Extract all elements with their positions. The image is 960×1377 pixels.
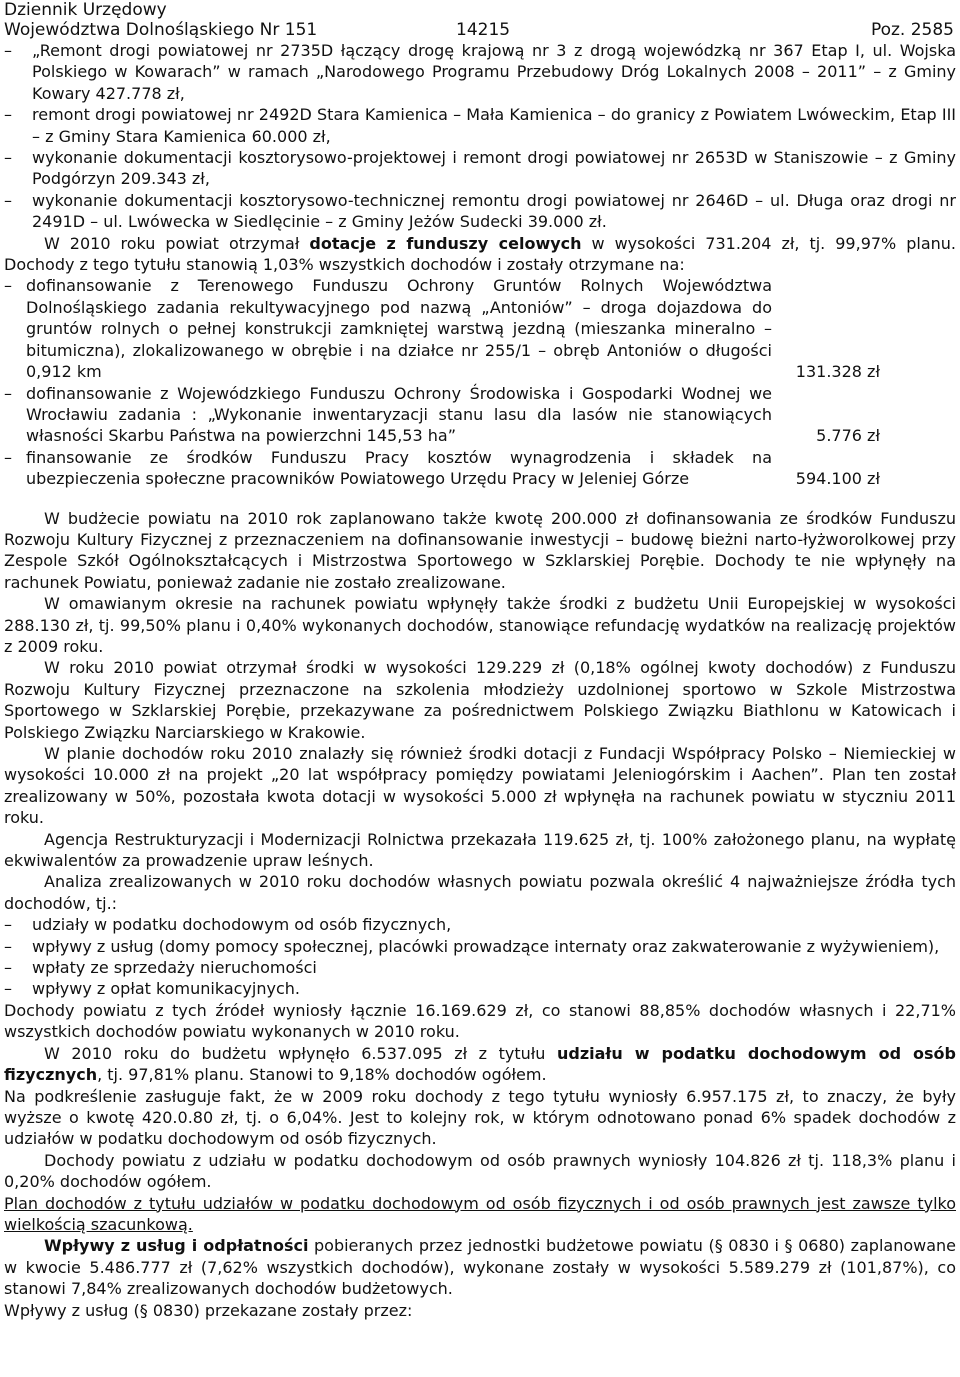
voivodeship-issue: Województwa Dolnośląskiego Nr 151 bbox=[4, 20, 318, 40]
paragraph-total: Dochody powiatu z tych źródeł wyniosły łącznie 16.169.629 zł, co stanowi 88,85% dochodów własnych i 22,71% wszystkich dochodów powiatu wykonanych w 2010 roku. bbox=[4, 1000, 956, 1042]
paragraph-note: Na podkreślenie zasługuje fakt, że w 2009 roku dochody z tego tytułu wyniosły 6.957.175 zł, to znaczy, że były wyższe o kwotę 420.0.80 zł, tj. o 6,04%. Jest to kolejny rok, w którym odnotowano ponad 6% spadek dochodów z udziałów w podatku dochodowym od osób fizycznych. bbox=[4, 1086, 956, 1149]
fund-description: – dofinansowanie z Wojewódzkiego Funduszu Ochrony Środowiska i Gospodarki Wodnej we Wrocławiu zadania : „Wykonanie inwentaryzacji stanu lasu dla lasów nie stanowiących własności Skarbu Państwa na powierzchni 145,53 ha” bbox=[4, 383, 772, 447]
paragraph: W planie dochodów roku 2010 znalazły się również środki dotacji z Fundacji Współpracy Polsko – Niemieckiej w wysokości 10.000 zł na projekt „20 lat współpracy pomiędzy powiatami Jeleniogórskim i Aachen”. Plan ten został zrealizowany w 50%, pozostała kwota dotacji w wysokości 5.000 zł wpłynęła na rachunek powiatu w styczniu 2011 roku. bbox=[4, 744, 956, 828]
paragraph: W roku 2010 powiat otrzymał środki w wysokości 129.229 zł (0,18% ogólnej kwoty dochodów) z Funduszu Rozwoju Kultury Fizycznej przeznaczone na szkolenia młodzieży uzdolnionej sportowo w Szkole Mistrzostwa Sportowego w Szklarskiej Porębie, przekazywane za pośrednictwem Polskiego Związku Biathlonu w Katowicach i Polskiego Związku Narciarskiego w Krakowie. bbox=[4, 658, 956, 742]
list-item: – wykonanie dokumentacji kosztorysowo-projektowej i remont drogi powiatowej nr 2653D w Staniszowie – z Gminy Podgórzyn 209.343 zł, bbox=[4, 147, 956, 190]
bold-text: udziału w podatku dochodowym od osób fizycznych bbox=[4, 1043, 957, 1085]
text-run: W 2010 roku do budżetu wpłynęło 6.537.095 zł z tytułu bbox=[44, 1043, 557, 1063]
fund-description: – finansowanie ze środków Funduszu Pracy kosztów wynagrodzenia i składek na ubezpieczenia społeczne pracowników Powiatowego Urzędu Pracy w Jeleniej Górze bbox=[4, 447, 772, 490]
paragraph-underlined bbox=[4, 1193, 956, 1236]
list-item: – udziały w podatku dochodowym od osób fizycznych, bbox=[4, 914, 956, 935]
paragraph: W budżecie powiatu na 2010 rok zaplanowano także kwotę 200.000 zł dofinansowania ze środków Funduszu Rozwoju Kultury Fizycznej z przeznaczeniem na dofinansowanie inwestycji – budowę bieżni narto-łyżworolkowej przy Zespole Szkół Ogólnokształcących i Mistrzostwa Sportowego w Szklarskiej Porębie. Dochody te nie wpłynęły na rachunek Powiatu, ponieważ zadanie nie zostało zrealizowane. bbox=[4, 508, 956, 592]
list-item: – „Remont drogi powiatowej nr 2735D łączący drogę krajową nr 3 z drogą wojewódzką nr 367 Etap I, ul. Wojska Polskiego w Kowarach” w ramach „Narodowego Programu Przebudowy Dróg Lokalnych 2008 – 2011” – z Gminy Kowary 427.778 zł, bbox=[4, 40, 956, 104]
paragraph-fees bbox=[4, 1235, 956, 1299]
list-item: – remont drogi powiatowej nr 2492D Stara Kamienica – Mała Kamienica – do granicy z Powiatem Lwóweckim, Etap III – z Gminy Stara Kamienica 60.000 zł, bbox=[4, 104, 956, 147]
fund-amount: 594.100 zł bbox=[795, 469, 880, 489]
list-item: – wpływy z opłat komunikacyjnych. bbox=[4, 978, 956, 999]
list-item: – wpływy z usług (domy pomocy społecznej, placówki prowadzące internaty oraz zakwaterowanie z wyżywieniem), bbox=[4, 936, 956, 957]
fund-item bbox=[4, 447, 956, 490]
page-number: 14215 bbox=[456, 20, 511, 40]
header-line bbox=[4, 20, 956, 40]
fund-amount: 131.328 zł bbox=[795, 362, 880, 382]
fund-item bbox=[4, 275, 956, 382]
paragraph-last: Wpływy z usług (§ 0830) przekazane zostały przez: bbox=[4, 1300, 413, 1320]
paragraph-dotacje bbox=[4, 233, 956, 276]
text-run: w wysokości 731.204 zł, tj. 99,97% planu. Dochody z tego tytułu stanowią 1,03% wszystkich dochodów i zostały otrzymane na: bbox=[4, 233, 957, 275]
document-page bbox=[4, 0, 956, 1321]
list-item: – wpłaty ze sprzedaży nieruchomości bbox=[4, 957, 956, 978]
paragraph: Analiza zrealizowanych w 2010 roku dochodów własnych powiatu pozwala określić 4 najważniejsze źródła tych dochodów, tj.: bbox=[4, 872, 956, 913]
paragraph-pit bbox=[4, 1043, 956, 1086]
paragraph: Agencja Restrukturyzacji i Modernizacji Rolnictwa przekazała 119.625 zł, tj. 100% założonego planu, na wypłatę ekwiwalentów za prowadzenie upraw leśnych. bbox=[4, 829, 956, 871]
bold-text: Wpływy z usług i odpłatności bbox=[44, 1236, 309, 1256]
list-item: – wykonanie dokumentacji kosztorysowo-technicznej remontu drogi powiatowej nr 2646D – ul. Długa oraz drogi nr 2491D – ul. Lwówecka w Siedlęcinie – z Gminy Jeżów Sudecki 39.000 zł. bbox=[4, 190, 956, 233]
position-number: Poz. 2585 bbox=[870, 20, 954, 40]
underlined-text: Plan dochodów z tytułu udziałów w podatku dochodowym od osób fizycznych i od osób prawnych jest zawsze tylko wielkością szacunkową. bbox=[4, 1193, 956, 1234]
text-run: W 2010 roku powiat otrzymał bbox=[44, 233, 310, 253]
bold-text: dotacje z funduszy celowych bbox=[309, 233, 582, 253]
text-run: , tj. 97,81% planu. Stanowi to 9,18% dochodów ogółem. bbox=[97, 1065, 547, 1085]
fund-amount: 5.776 zł bbox=[816, 426, 880, 446]
fund-description: – dofinansowanie z Terenowego Funduszu Ochrony Gruntów Rolnych Województwa Dolnośląskiego zadania rekultywacyjnego pod nazwą „Antoniów” – droga dojazdowa do gruntów rolnych o pełnej konstrukcji zamkniętej warstwą jezdną (mieszanka mineralno – bitumiczna), zlokalizowanego w obrębie i na działce nr 255/1 – obręb Antoniów o długości 0,912 km bbox=[4, 275, 772, 382]
spacer bbox=[4, 490, 956, 508]
paragraph-cit: Dochody powiatu z udziału w podatku dochodowym od osób prawnych wyniosły 104.826 zł tj. 118,3% planu i 0,20% dochodów ogółem. bbox=[4, 1150, 956, 1192]
journal-title: Dziennik Urzędowy bbox=[4, 0, 167, 20]
paragraph: W omawianym okresie na rachunek powiatu wpłynęły także środki z budżetu Unii Europejskiej w wysokości 288.130 zł, tj. 99,50% planu i 0,40% wykonanych dochodów, stanowiące refundację wydatków na realizację projektów z 2009 roku. bbox=[4, 594, 956, 656]
text-run: pobieranych przez jednostki budżetowe powiatu (§ 0830 i § 0680) zaplanowane w kwocie 5.486.777 zł (7,62% wszystkich dochodów), wykonane zostały w wysokości 5.589.279 zł (101,87%), co stanowi 7,84% zrealizowanych dochodów budżetowych. bbox=[4, 1236, 957, 1299]
fund-item bbox=[4, 383, 956, 447]
